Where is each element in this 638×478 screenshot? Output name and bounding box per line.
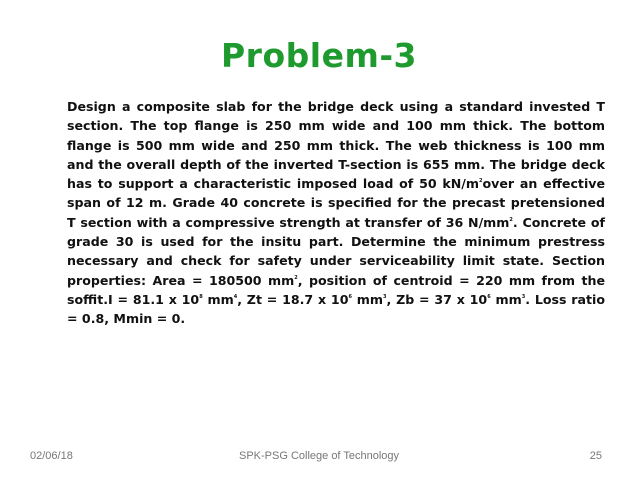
superscript: 8: [199, 293, 203, 300]
problem-text-part: , Zb = 37 x 10: [386, 291, 488, 307]
problem-text-part: mm: [202, 291, 234, 307]
problem-text-part: . Concrete of grade 30 is used for the insitu part. Determine the minimum prestress necessary and check for safety under serviceability limit state. Section properties: Area = 180500 mm: [67, 214, 605, 288]
problem-text-part: , Zt = 18.7 x 10: [237, 291, 349, 307]
superscript: 3: [383, 293, 387, 300]
problem-text-part: Design a composite slab for the bridge deck using a standard invested T section. The top flange is 250 mm wide and 100 mm thick. The bottom flange is 500 mm wide and 250 mm thick. The web thickness is 100 mm and the overall depth of the inverted T-section is 655 mm. The bridge deck has to support a characteristic imposed load of 50 kN/m: [67, 99, 605, 192]
problem-text-part: , position of centroid = 220 mm from the soffit.I = 81.1 x 10: [67, 272, 605, 307]
superscript: 2: [479, 178, 483, 185]
superscript: 2: [294, 274, 298, 281]
problem-text-part: over an effective span of 12 m. Grade 40 concrete is specified for the precast pretensioned T section with a compressive strength at transfer of 36 N/mm: [67, 176, 606, 230]
slide-title: Problem-3: [221, 36, 417, 75]
problem-text-part: . Loss ratio = 0.8, Mmin = 0.: [67, 291, 605, 327]
problem-text-part: mm: [351, 291, 384, 307]
superscript: 2: [509, 216, 513, 223]
page-number: 25: [589, 450, 602, 462]
footer-institution: SPK-PSG College of Technology: [239, 450, 399, 462]
superscript: 6: [348, 293, 352, 300]
problem-text-part: mm: [490, 291, 522, 307]
problem-statement: [67, 97, 605, 329]
footer-date: 02/06/18: [30, 450, 73, 462]
superscript: 3: [521, 293, 526, 300]
superscript: 4: [233, 293, 238, 300]
superscript: 6: [487, 293, 491, 300]
